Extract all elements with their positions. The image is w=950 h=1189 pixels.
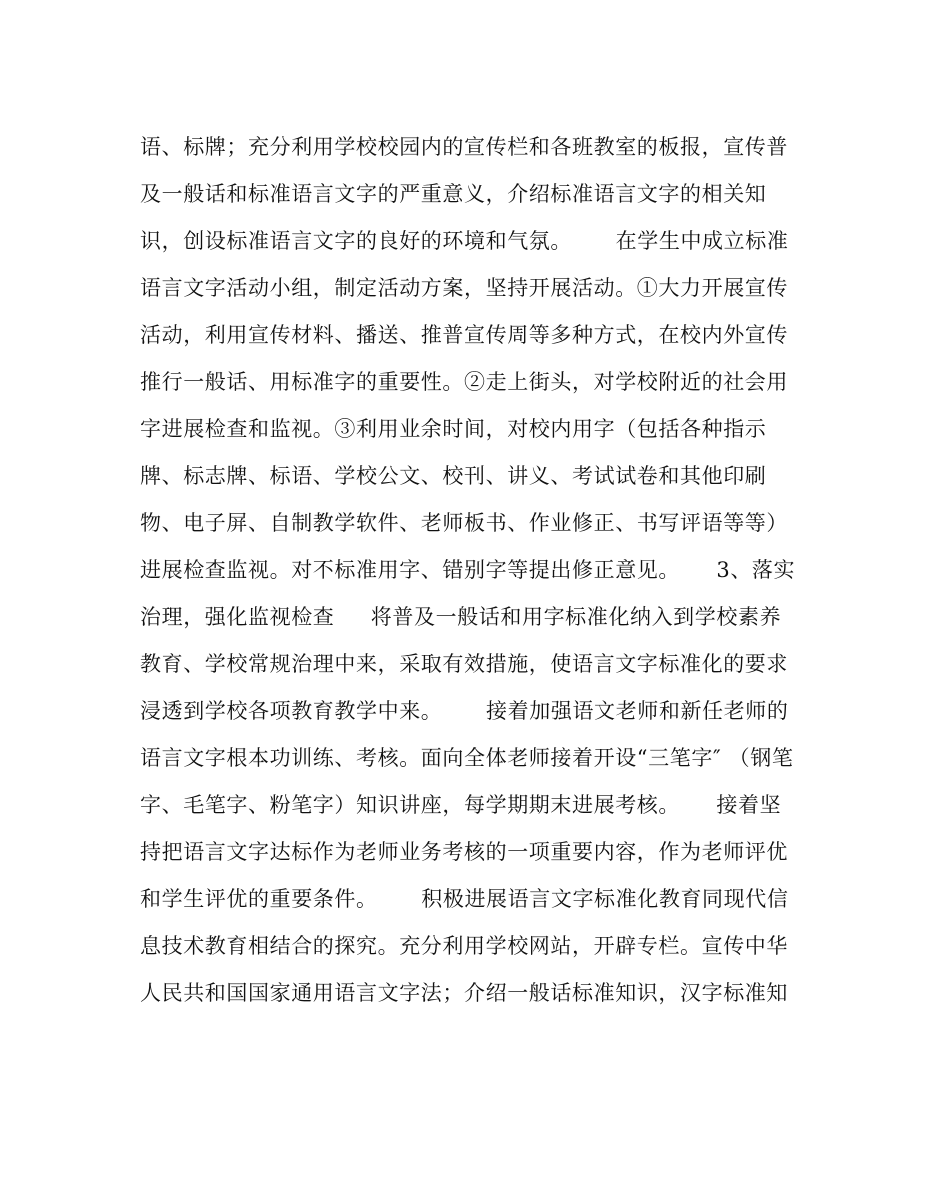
text-line: 活动，利用宣传材料、播送、推普宣传周等多种方式，在校内外宣传 [140,323,788,347]
text-line: 语言文字活动小组，制定活动方案，坚持开展活动。①大力开展宣传 [140,276,788,300]
text-line: 教育、学校常规治理中来，采取有效措施，使语言文字标准化的要求 [140,652,788,676]
text-line: 持把语言文字达标作为老师业务考核的一项重要内容，作为老师评优 [140,840,788,864]
text-line: 语言文字根本功训练、考核。面向全体老师接着开设“三笔字″ （钢笔 [140,746,794,770]
text-line: 人民共和国国家通用语言文字法；介绍一般话标准知识，汉字标准知 [140,981,788,1005]
text-line: 进展检查监视。对不标准用字、错别字等提出修正意见。 3、落实 [140,558,796,582]
body-text [140,124,820,1017]
text-line: 浸透到学校各项教育教学中来。 接着加强语文老师和新任老师的 [140,699,789,723]
text-line: 识，创设标准语言文字的良好的环境和气氛。 在学生中成立标准 [140,229,789,253]
text-line: 物、电子屏、自制教学软件、老师板书、作业修正、书写评语等等） [140,511,788,535]
text-line: 和学生评优的重要条件。 积极进展语言文字标准化教育同现代信 [140,887,789,911]
text-line: 推行一般话、用标准字的重要性。②走上街头，对学校附近的社会用 [140,370,788,394]
text-line: 语、标牌；充分利用学校校园内的宣传栏和各班教室的板报，宣传普 [140,135,788,159]
text-line: 字、毛笔字、粉笔字）知识讲座，每学期期末进展考核。 接着坚 [140,793,782,817]
text-line: 字进展检查和监视。③利用业余时间，对校内用字（包括各种指示 [140,417,767,441]
text-line: 及一般话和标准语言文字的严重意义，介绍标准语言文字的相关知 [140,182,767,206]
text-line: 治理，强化监视检查 将普及一般话和用字标准化纳入到学校素养 [140,605,782,629]
text-line: 牌、标志牌、标语、学校公文、校刊、讲义、考试试卷和其他印刷 [140,464,767,488]
text-line: 息技术教育相结合的探究。充分利用学校网站，开辟专栏。宣传中华 [140,934,788,958]
